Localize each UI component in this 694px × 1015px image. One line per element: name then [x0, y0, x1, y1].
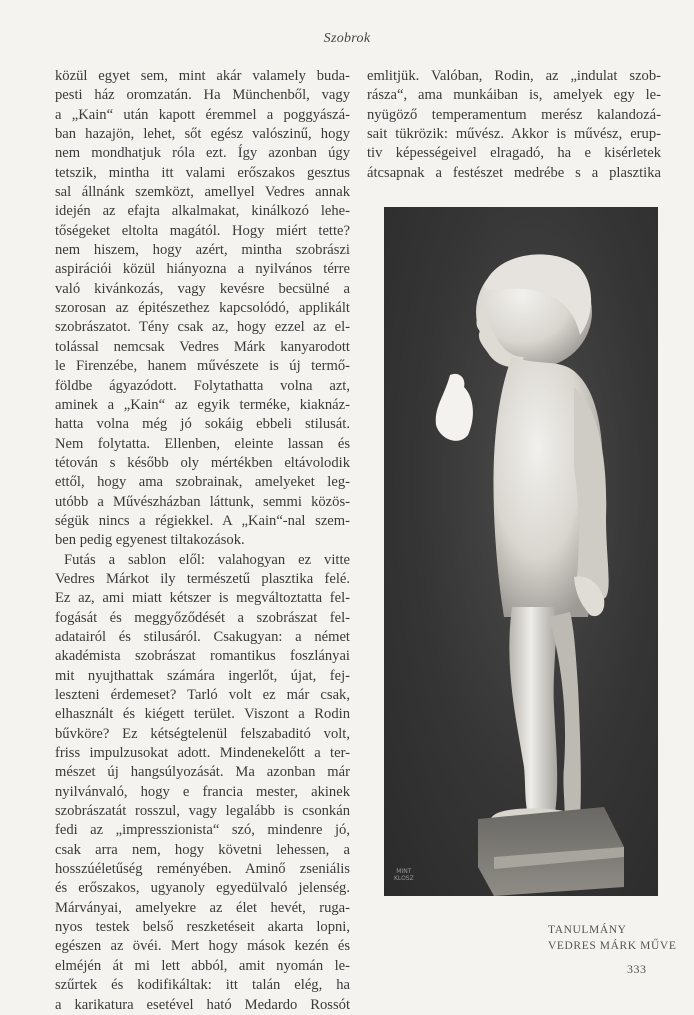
text-line: földbe ágyazódott. Folytathatta volna azt,: [55, 377, 350, 394]
text-line: emlitjük. Valóban, Rodin, az „indulat szob-: [367, 68, 661, 84]
text-line: akadémista szobrászat romantikus foszlányai: [55, 648, 350, 665]
text-line: tolással nemcsak Vedres Márk kanyarodott: [55, 338, 350, 355]
photographer-stamp: [394, 868, 414, 882]
text-line: idején az efajta alkalmakat, kinálkozó lehe-: [55, 203, 350, 220]
text-line: nyos testek belső reszketéseit akarta lopni,: [55, 919, 350, 936]
text-line: Nem folytatta. Ellenben, eleinte lassan és: [55, 435, 350, 452]
text-line: pesti ház oromzatán. Ha Münchenből, vagy: [55, 87, 350, 104]
text-line: szűrtek és kodifikáltak: itt talán elég, ha: [55, 977, 350, 994]
running-head: Szobrok: [323, 31, 371, 46]
text-line: tőségeket eltolta magától. Hogy miért tette?: [55, 222, 350, 239]
text-line: közül egyet sem, mint akár valamely buda-: [55, 68, 350, 84]
text-line: való kivánkozás, vagy kevésre becsülné a: [55, 280, 350, 297]
left-column: [55, 67, 350, 1015]
text-line: elhasznált és kiégett terület. Viszont a Rodin: [55, 706, 350, 723]
text-line: átcsapnak a festészet medrébe s a plasztika: [367, 164, 661, 181]
stamp-line: MINT: [396, 868, 412, 875]
text-line: hatta volna még jó sokáig ebbeli stilusát.: [55, 416, 350, 433]
text-line: nem mondhatjuk róla ezt. Így azonban úgy: [55, 145, 350, 162]
text-line: utóbb a Művészházban láttunk, semmi közös-: [55, 493, 350, 510]
text-line: ettől, hogy ama szobrainak, amelyeket leg-: [55, 474, 350, 491]
text-line: a „Kain“ után kapott éremmel a poggyászá-: [55, 106, 350, 123]
text-line: egészen az övéi. Mert hogy mások kezén és: [55, 938, 350, 955]
statue-figure: [384, 207, 658, 896]
text-line: ségük nincs a régiekkel. A „Kain“-nal szem-: [55, 512, 350, 529]
text-line: Márványai, amelyekre az élet hevét, ruga-: [55, 899, 350, 916]
text-line: szobrászatot. Tény csak az, hogy ezzel az el-: [55, 319, 350, 336]
text-line: Futás a sablon elől: valahogyan ez vitte: [64, 551, 350, 568]
text-line: aminek a „Kain“ az egyik terméke, kiaknáz-: [55, 396, 350, 413]
figure-caption: [548, 922, 694, 954]
text-line: leszteni érdemeset? Tarló volt ez már csak,: [55, 687, 350, 703]
stamp-line: KLOSZ: [394, 875, 414, 882]
text-line: tiv képességeivel elragadó, ha e kisérletek: [367, 145, 661, 162]
text-line: mit nyujthattak számára ingerlőt, újat, fej-: [55, 667, 350, 684]
page-number: 333: [627, 962, 647, 976]
text-line: tetszik, mintha itt valami erőszakos gesztus: [55, 164, 350, 181]
text-line: ben pedig egyenest tiltakozások.: [55, 532, 245, 549]
text-line: fogását és meggyőződését a szobrászat fel-: [55, 609, 350, 626]
text-line: Vedres Márkot ily természetű plasztika felé.: [55, 570, 350, 587]
text-line: mészet új hangsúlyozását. Ma azonban már: [55, 764, 350, 781]
text-line: sal állnánk szemközt, amellyel Vedres annak: [55, 184, 350, 201]
text-line: adatairól és stilusáról. Csakugyan: a német: [55, 628, 350, 645]
text-line: friss impulzusokat adott. Mindenekelőtt a ter-: [55, 745, 350, 762]
bird: [436, 374, 473, 441]
text-line: szorosan az épitészethez kapcsolódó, applikált: [55, 300, 350, 317]
text-line: nyügöző temperamentum merész kalandozá-: [367, 106, 661, 123]
text-line: bűvköre? Ez kétségtelenül felszabaditó volt,: [55, 725, 350, 742]
text-line: ban hazajön, lehet, sőt egész valószinű, hogy: [55, 126, 350, 143]
text-line: a karikatura esetével ható Medardo Rossót: [55, 996, 350, 1013]
right-column: [367, 67, 661, 183]
text-line: nem hiszem, hogy azért, mintha szobrászi: [55, 242, 350, 259]
text-line: csak arra nem, hogy követni lehessen, a: [55, 841, 350, 858]
text-line: rásza“, ama munkáiban is, amelyek egy le-: [367, 87, 661, 104]
text-line: tétován s később oly mértékben eltávolodik: [55, 454, 350, 471]
text-line: szobrászatát rosszul, vagy legalább is csonkán: [55, 803, 350, 820]
text-line: és erőszakos, ugyanoly egyedülvaló jelenség.: [55, 880, 350, 897]
text-line: aspirációi közül hiányozna a nyilvános térre: [55, 261, 350, 278]
text-line: Ez az, ami miatt kétszer is megváltoztatta fel-: [55, 590, 350, 607]
text-line: sait tükrözik: művész. Akkor is művész, erup-: [367, 126, 661, 143]
text-line: fedi az „impresszionista“ szó, mindenre jó,: [55, 822, 350, 839]
caption-line-artist: VEDRES MÁRK MŰVE: [548, 940, 677, 952]
text-line: elméjén át mi lett abból, amit nyomán le-: [55, 957, 350, 974]
text-line: hosszúéletűség reményében. Aminő zseniális: [55, 861, 350, 878]
text-line: le Firenzébe, hanem művészete is új termő-: [55, 358, 350, 375]
text-line: nyilvánvaló, hogy e francia mester, akinek: [55, 783, 350, 800]
statue-leg: [509, 607, 557, 819]
caption-line-title: TANULMÁNY: [548, 924, 627, 936]
statue-photograph: [384, 207, 658, 896]
